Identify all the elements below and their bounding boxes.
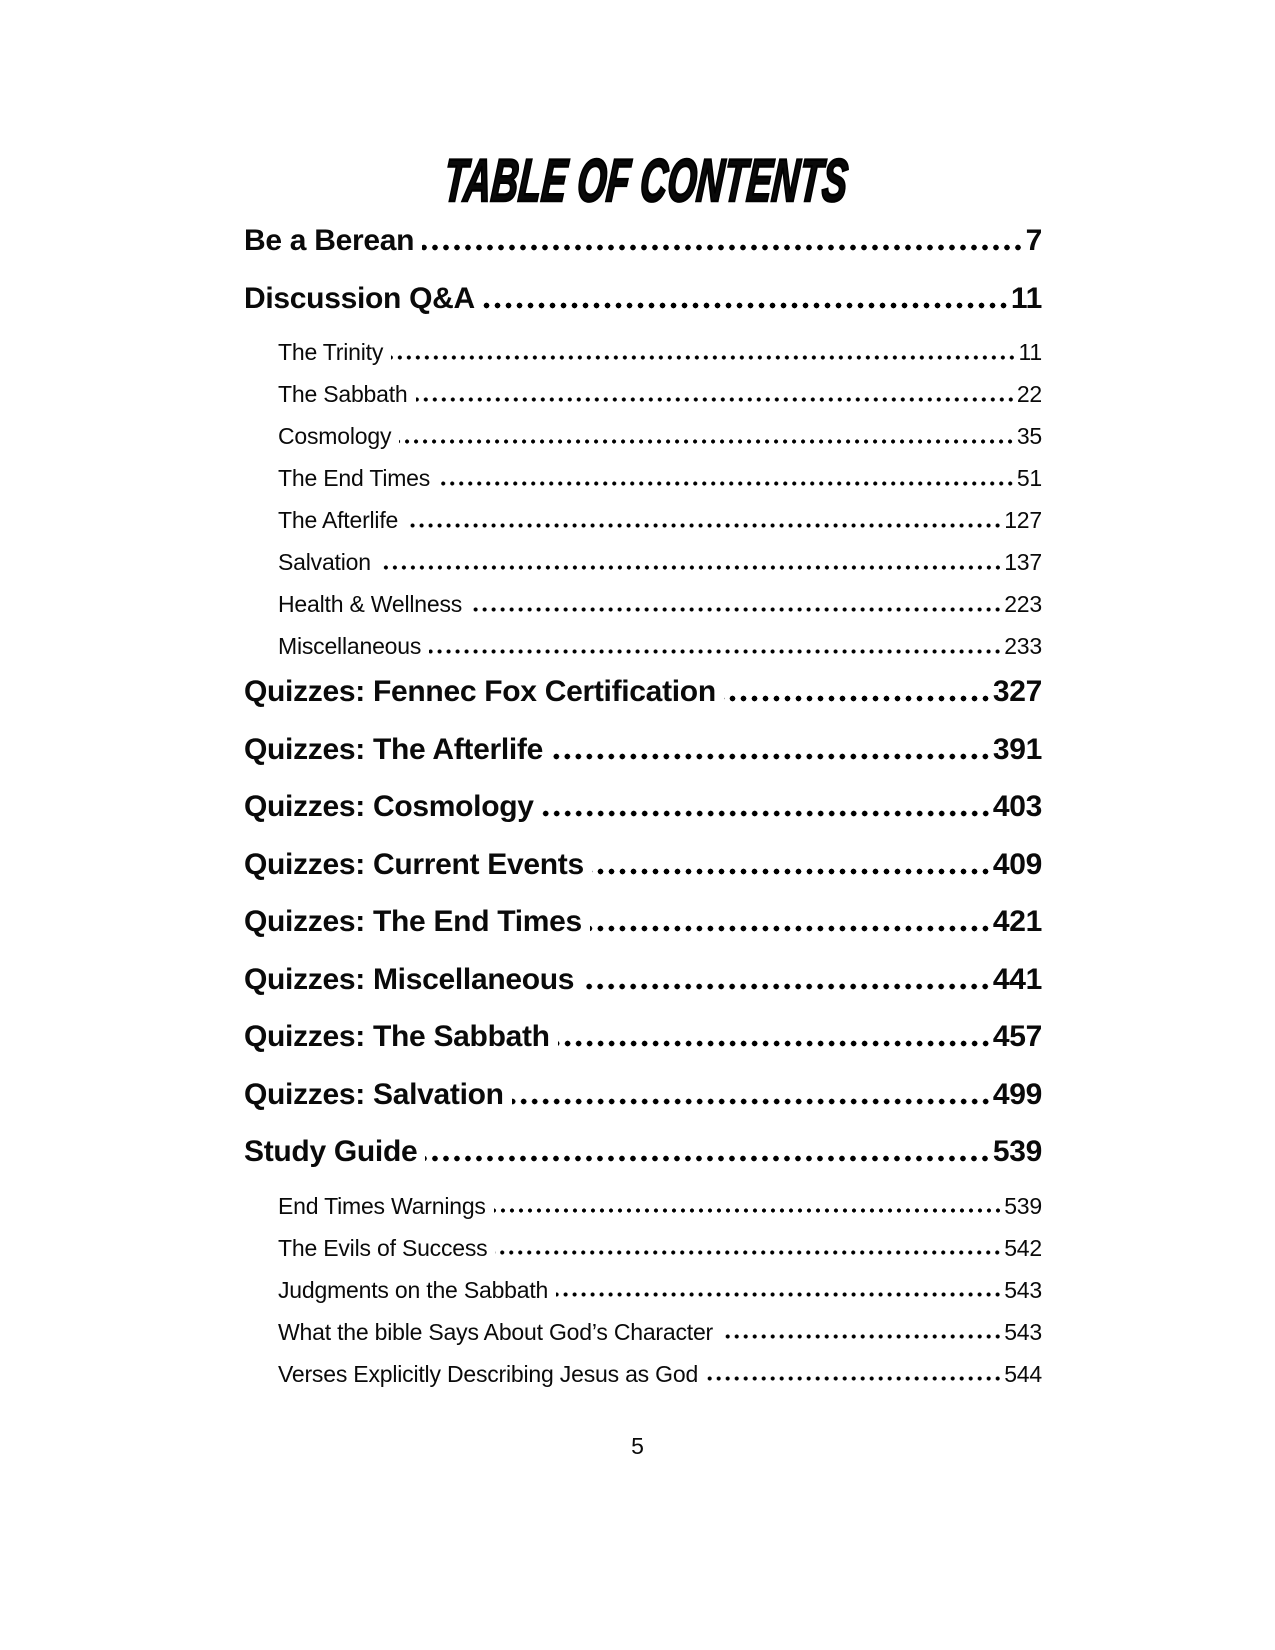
toc-entry-label: The Sabbath bbox=[278, 381, 408, 407]
toc-entry-page: 127 bbox=[1004, 507, 1042, 533]
toc-entry-page: 11 bbox=[1018, 339, 1042, 365]
dot-leader bbox=[542, 790, 991, 824]
dot-leader bbox=[558, 1020, 991, 1054]
toc-entry bbox=[244, 1277, 1042, 1304]
toc-entry-label: End Times Warnings bbox=[278, 1192, 486, 1219]
dot-leader bbox=[551, 733, 991, 767]
toc-entry-label: Quizzes: Fennec Fox Certification bbox=[244, 675, 716, 708]
dot-leader bbox=[391, 339, 1016, 366]
toc-entry bbox=[244, 675, 1042, 709]
toc-entry-page: 22 bbox=[1016, 381, 1042, 407]
toc-entry bbox=[244, 465, 1042, 492]
toc-entry-label: Judgments on the Sabbath bbox=[278, 1276, 549, 1303]
dot-leader bbox=[494, 1193, 1002, 1220]
toc-entry-label: The Evils of Success bbox=[278, 1234, 488, 1261]
dot-leader bbox=[399, 423, 1015, 450]
dot-leader bbox=[512, 1078, 991, 1112]
toc-entry-label: Study Guide bbox=[244, 1135, 418, 1168]
toc-entry-label: Quizzes: Miscellaneous bbox=[244, 962, 575, 996]
dot-leader bbox=[483, 282, 1009, 316]
page-title-text: TABLE OF CONTENTS bbox=[441, 147, 851, 214]
dot-leader bbox=[556, 1277, 1002, 1304]
toc-entry-page: 441 bbox=[992, 962, 1042, 996]
toc-entry-label: Cosmology bbox=[278, 423, 392, 449]
dot-leader bbox=[721, 1319, 1002, 1346]
toc-entry bbox=[244, 790, 1042, 824]
toc-entry bbox=[244, 1078, 1042, 1112]
dot-leader bbox=[724, 675, 991, 709]
toc-entry bbox=[244, 549, 1042, 576]
toc-entry-label: Verses Explicitly Describing Jesus as God bbox=[278, 1360, 699, 1387]
dot-leader bbox=[379, 549, 1002, 576]
toc-entry-page: 35 bbox=[1016, 423, 1042, 449]
toc-entry-page: 543 bbox=[1004, 1276, 1042, 1303]
toc-entry-page: 51 bbox=[1016, 465, 1042, 491]
toc-entry-label: Quizzes: Salvation bbox=[244, 1077, 504, 1111]
toc-entry-page: 543 bbox=[1004, 1318, 1042, 1345]
toc-entry bbox=[244, 905, 1042, 939]
toc-entry bbox=[244, 423, 1042, 450]
toc-entry bbox=[244, 591, 1042, 618]
folio-page-number: 5 bbox=[631, 1433, 644, 1459]
toc-entry-page: 457 bbox=[992, 1020, 1042, 1053]
toc-entry-label: Quizzes: The End Times bbox=[244, 905, 582, 938]
dot-leader bbox=[438, 465, 1015, 492]
toc-entry-page: 539 bbox=[992, 1135, 1042, 1168]
toc-entry-page: 499 bbox=[992, 1077, 1042, 1111]
dot-leader bbox=[470, 591, 1002, 618]
toc-entry-page: 544 bbox=[1004, 1360, 1042, 1387]
dot-leader bbox=[592, 848, 991, 882]
dot-leader bbox=[416, 381, 1015, 408]
toc-entry bbox=[244, 381, 1042, 408]
toc-entry-page: 539 bbox=[1004, 1192, 1042, 1219]
dot-leader bbox=[582, 963, 991, 997]
toc-entry bbox=[244, 1361, 1042, 1388]
toc-entry-page: 233 bbox=[1004, 633, 1042, 659]
toc-entry bbox=[244, 507, 1042, 534]
toc-entry bbox=[244, 1020, 1042, 1054]
toc-entry bbox=[244, 1193, 1042, 1220]
toc-entry bbox=[244, 339, 1042, 366]
toc-entry-label: Discussion Q&A bbox=[244, 281, 475, 315]
toc-entry-label: The End Times bbox=[278, 465, 431, 491]
toc-entry-label: Be a Berean bbox=[244, 224, 415, 257]
toc-entry-label: Quizzes: Current Events bbox=[244, 847, 584, 881]
toc-entry-page: 7 bbox=[1025, 224, 1042, 257]
dot-leader bbox=[422, 224, 1023, 258]
toc-entry-label: Quizzes: The Sabbath bbox=[244, 1020, 550, 1053]
toc-entry bbox=[244, 1135, 1042, 1169]
toc-entry bbox=[244, 1235, 1042, 1262]
toc-entry bbox=[244, 1319, 1042, 1346]
toc-entry-label: Salvation bbox=[278, 549, 371, 575]
toc-entry-label: What the bible Says About God’s Character bbox=[278, 1318, 714, 1345]
toc-entry-page: 11 bbox=[1010, 281, 1042, 315]
toc-entry-page: 327 bbox=[992, 675, 1042, 708]
page-title bbox=[244, 147, 1042, 214]
toc-entry-label: The Afterlife bbox=[278, 507, 399, 533]
dot-leader bbox=[425, 1135, 990, 1169]
dot-leader bbox=[706, 1361, 1002, 1388]
toc-entry-page: 421 bbox=[992, 905, 1042, 938]
dot-leader bbox=[495, 1235, 1002, 1262]
toc-entry-label: Health & Wellness bbox=[278, 591, 463, 617]
dot-leader bbox=[406, 507, 1002, 534]
toc-entry bbox=[244, 848, 1042, 882]
toc-entry-page: 403 bbox=[992, 790, 1042, 823]
toc-entry-label: The Trinity bbox=[278, 339, 384, 365]
toc-entry-page: 137 bbox=[1004, 549, 1042, 575]
toc-entry-label: Miscellaneous bbox=[278, 633, 422, 659]
toc-entry bbox=[244, 282, 1042, 316]
toc-entry-page: 391 bbox=[992, 732, 1042, 766]
dot-leader bbox=[590, 905, 991, 939]
dot-leader bbox=[429, 633, 1002, 660]
toc-entry-label: Quizzes: Cosmology bbox=[244, 790, 534, 823]
toc-entry-page: 223 bbox=[1004, 591, 1042, 617]
toc-entry-list bbox=[244, 224, 1042, 1388]
toc-entry-page: 409 bbox=[992, 847, 1042, 881]
toc-entry bbox=[244, 633, 1042, 660]
toc-entry bbox=[244, 733, 1042, 767]
toc-entry-page: 542 bbox=[1004, 1234, 1042, 1261]
toc-entry bbox=[244, 224, 1042, 258]
toc-entry-label: Quizzes: The Afterlife bbox=[244, 732, 543, 766]
toc-content bbox=[244, 0, 1042, 1403]
toc-entry bbox=[244, 963, 1042, 997]
